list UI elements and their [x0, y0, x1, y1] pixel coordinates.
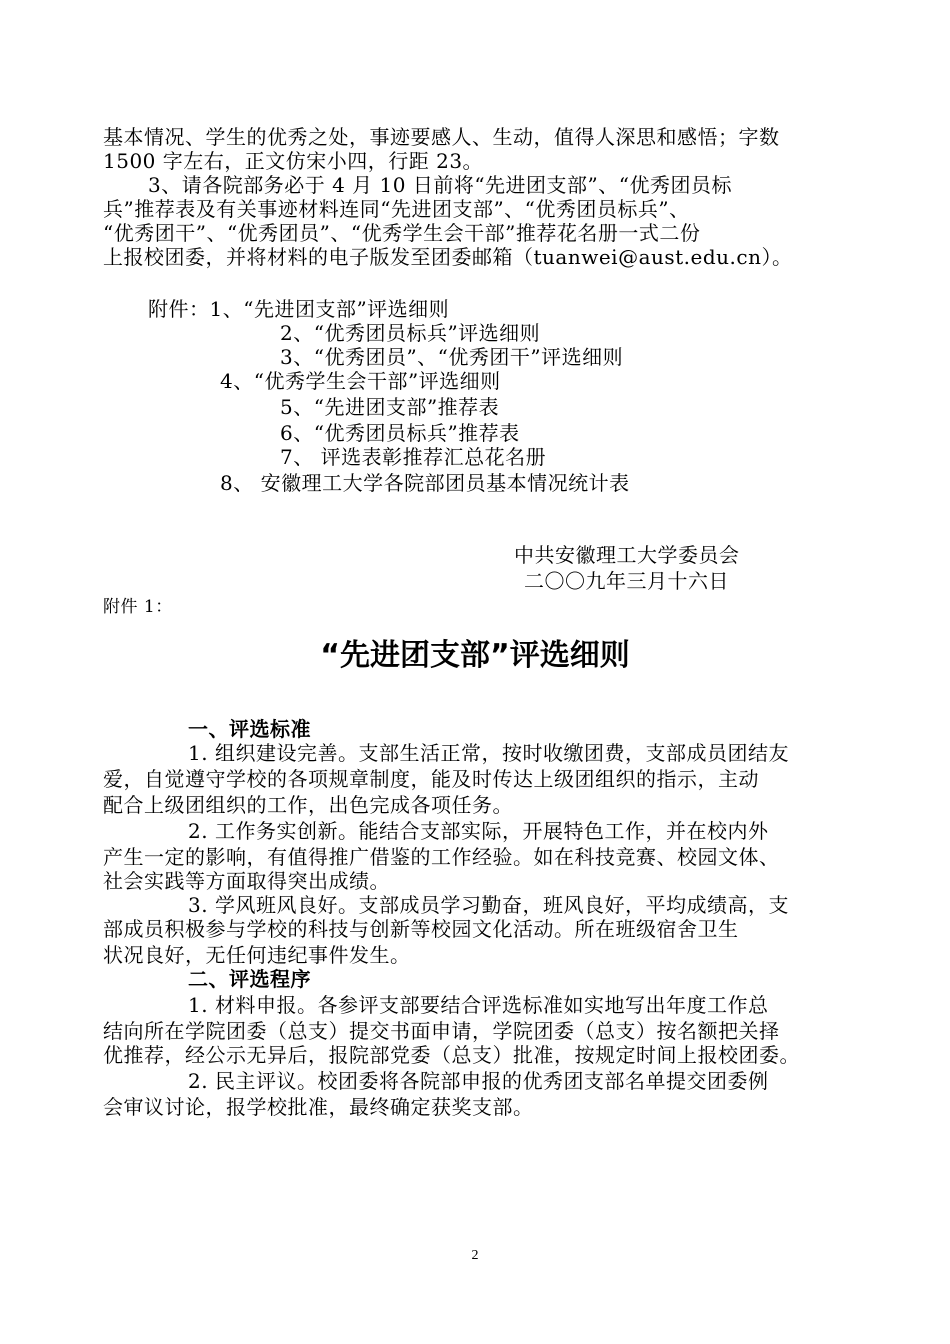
section-heading: 二、评选程序: [188, 967, 311, 991]
body-line: “优秀团干”、“优秀团员”、“优秀学生会干部”推荐花名册一式二份: [103, 221, 701, 245]
body-line: 兵”推荐表及有关事迹材料连同“先进团支部”、“优秀团员标兵”、: [103, 197, 690, 221]
attachment-item: 附件：1、“先进团支部”评选细则: [148, 297, 450, 321]
signature-org: 中共安徽理工大学委员会: [514, 543, 740, 567]
body-line: 1. 材料申报。各参评支部要结合评选标准如实地写出年度工作总: [188, 993, 769, 1017]
attachment-item: 6、“优秀团员标兵”推荐表: [280, 421, 520, 445]
attachment-item: 5、“先进团支部”推荐表: [280, 395, 500, 419]
body-line: 上报校团委，并将材料的电子版发至团委邮箱（tuanwei@aust.edu.cn）。: [103, 245, 793, 269]
page-number: 2: [471, 1248, 479, 1263]
attachment-item: 7、 评选表彰推荐汇总花名册: [280, 445, 547, 469]
document-title: “先进团支部”评选细则: [320, 638, 630, 673]
attachment-item: 8、 安徽理工大学各院部团员基本情况统计表: [220, 471, 630, 495]
body-line: 状况良好，无任何违纪事件发生。: [103, 943, 411, 967]
body-line: 配合上级团组织的工作，出色完成各项任务。: [103, 793, 513, 817]
body-line: 爱，自觉遵守学校的各项规章制度，能及时传达上级团组织的指示，主动: [103, 767, 759, 791]
annex-label: 附件 1：: [103, 597, 173, 617]
body-line: 社会实践等方面取得突出成绩。: [103, 869, 390, 893]
attachment-item: 3、“优秀团员”、“优秀团干”评选细则: [280, 345, 624, 369]
body-line: 部成员积极参与学校的科技与创新等校园文化活动。所在班级宿舍卫生: [103, 917, 739, 941]
body-line: 1500 字左右，正文仿宋小四，行距 23。: [103, 149, 484, 173]
body-line: 结向所在学院团委（总支）提交书面申请，学院团委（总支）按名额把关择: [103, 1019, 780, 1043]
body-line: 基本情况、学生的优秀之处，事迹要感人、生动，值得人深思和感悟；字数: [103, 125, 780, 149]
signature-date: 二〇〇九年三月十六日: [524, 569, 729, 593]
body-line: 3、请各院部务必于 4 月 10 日前将“先进团支部”、“优秀团员标: [148, 173, 733, 197]
body-line: 2. 工作务实创新。能结合支部实际，开展特色工作，并在校内外: [188, 819, 769, 843]
attachment-item: 2、“优秀团员标兵”评选细则: [280, 321, 541, 345]
section-heading: 一、评选标准: [188, 717, 311, 741]
body-line: 2. 民主评议。校团委将各院部申报的优秀团支部名单提交团委例: [188, 1069, 769, 1093]
attachment-item: 4、“优秀学生会干部”评选细则: [220, 369, 501, 393]
body-line: 产生一定的影响，有值得推广借鉴的工作经验。如在科技竞赛、校园文体、: [103, 845, 780, 869]
body-line: 优推荐，经公示无异后，报院部党委（总支）批准，按规定时间上报校团委。: [103, 1043, 800, 1067]
body-line: 会审议讨论，报学校批准，最终确定获奖支部。: [103, 1095, 534, 1119]
body-line: 3. 学风班风良好。支部成员学习勤奋，班风良好，平均成绩高，支: [188, 893, 789, 917]
body-line: 1. 组织建设完善。支部生活正常，按时收缴团费，支部成员团结友: [188, 741, 789, 765]
